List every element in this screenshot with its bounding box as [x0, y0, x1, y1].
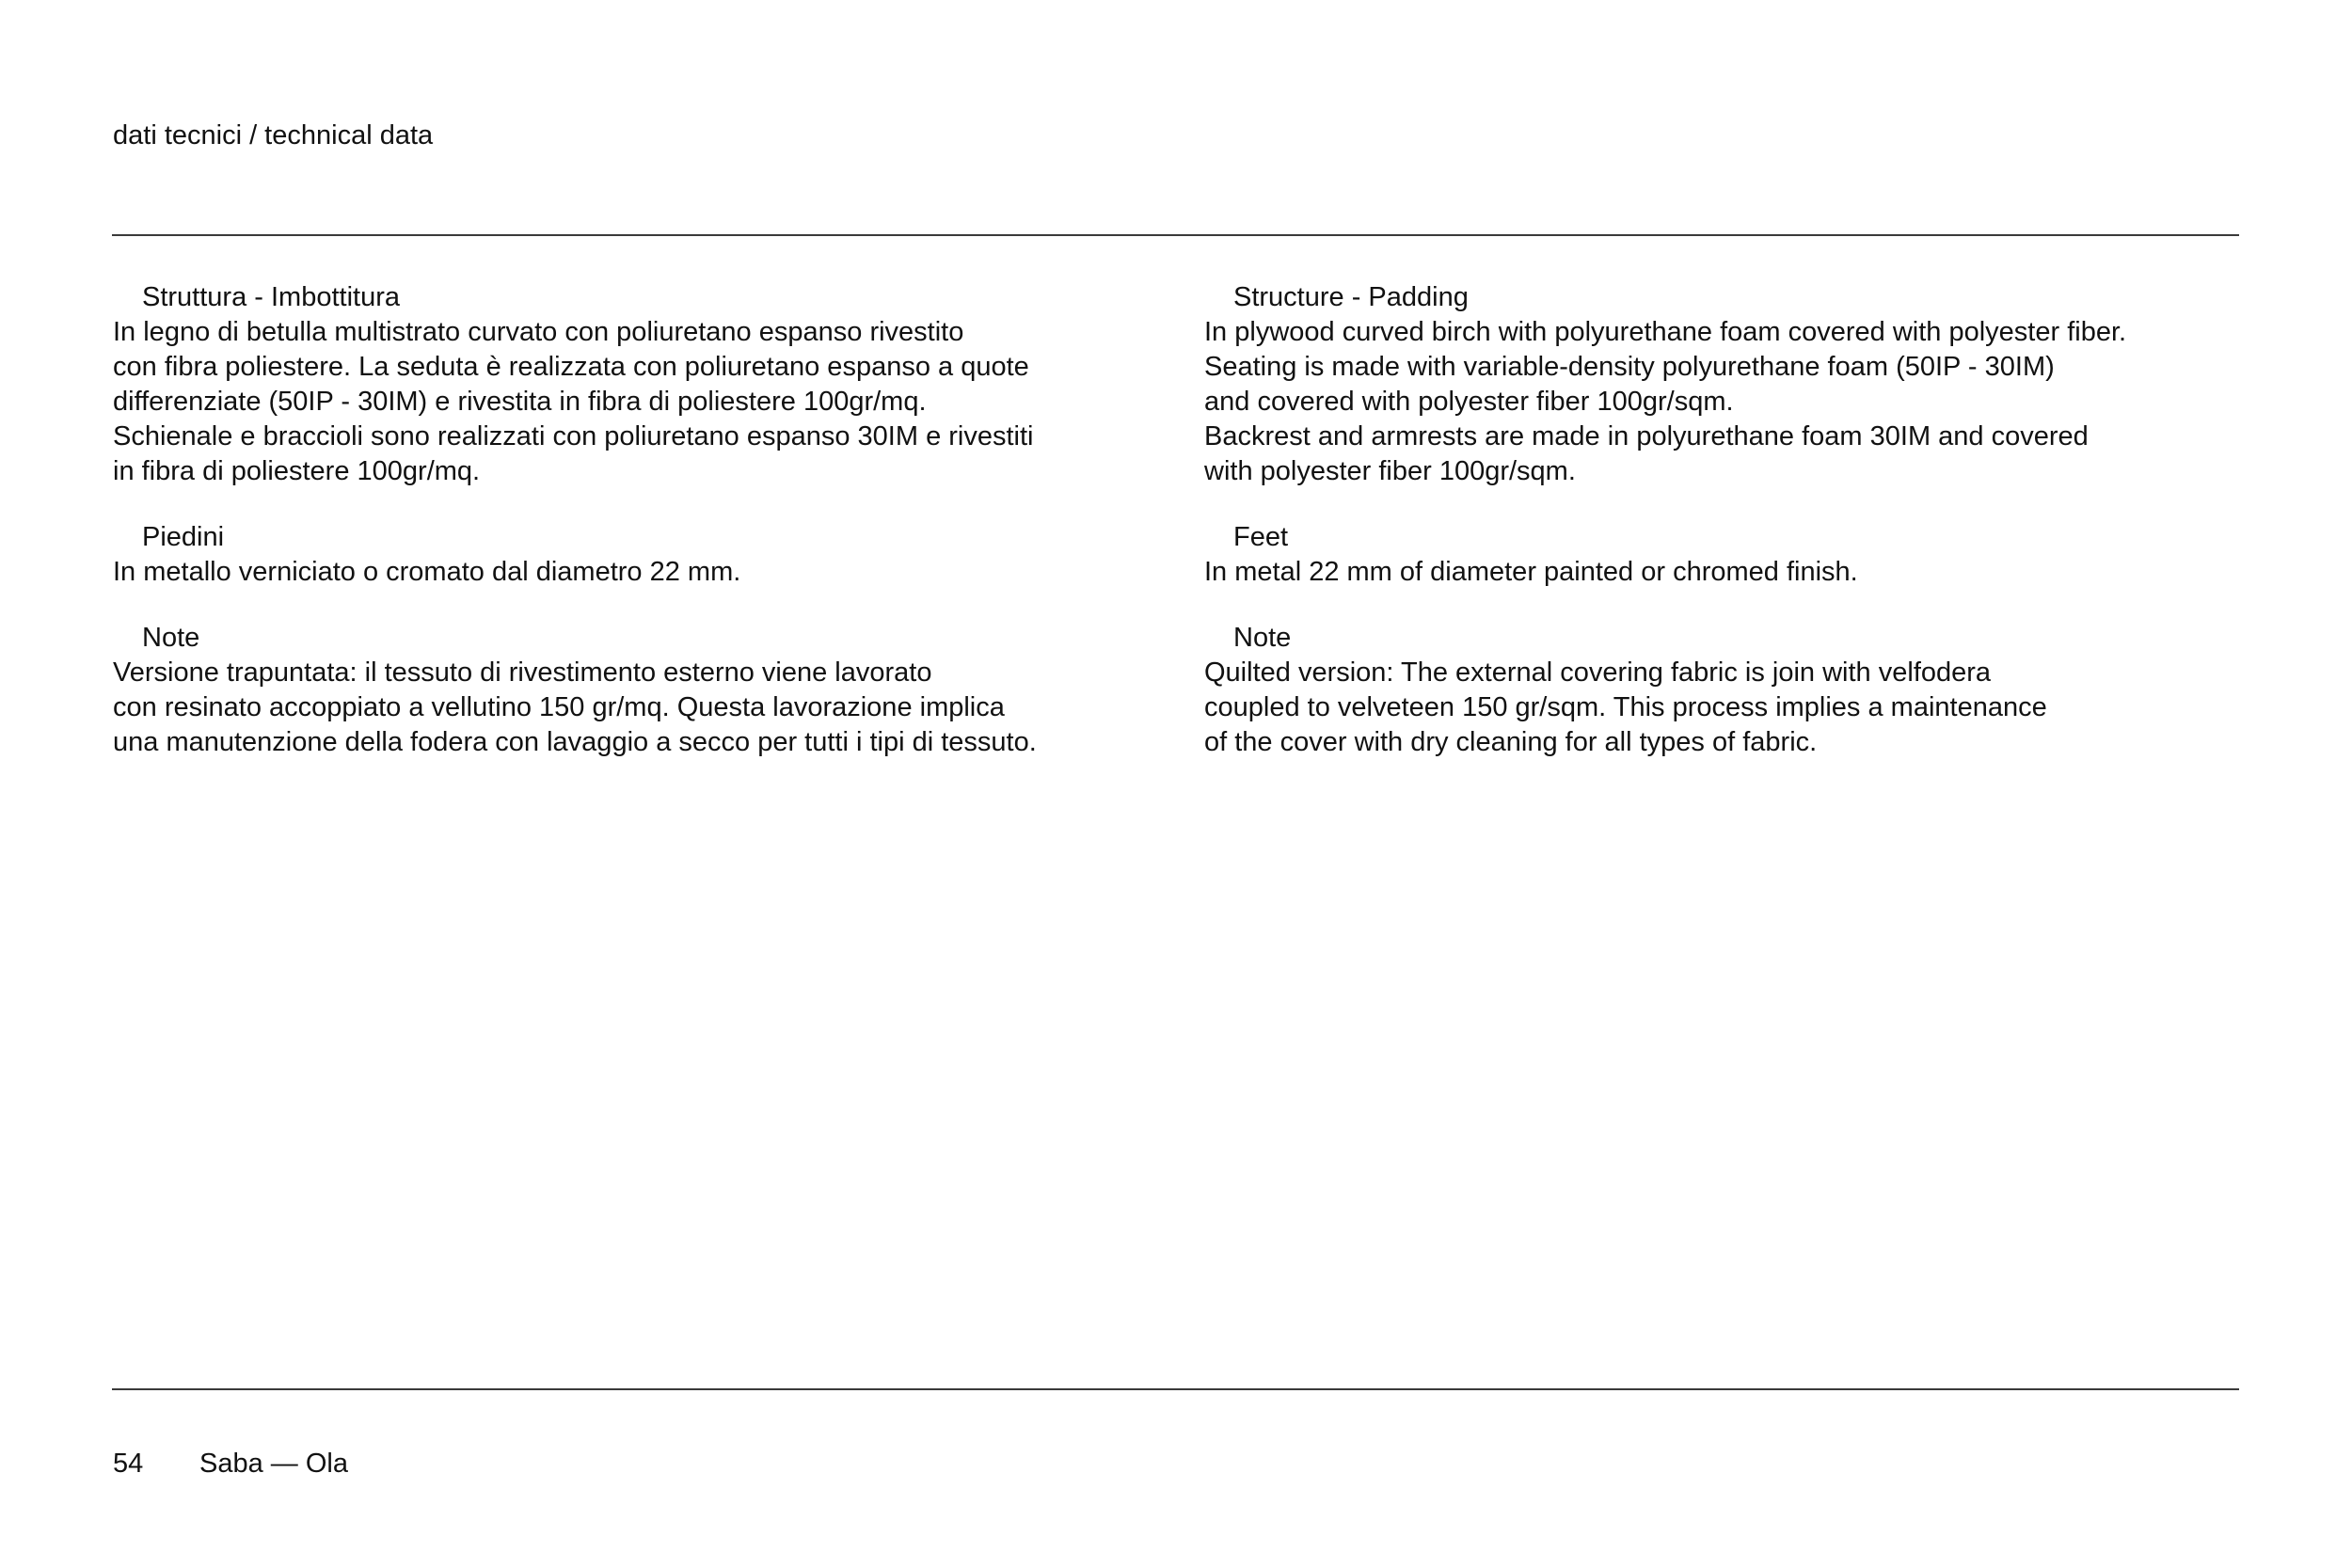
section-heading: Piedini: [142, 522, 225, 552]
body-line: Backrest and armrests are made in polyurethane foam 30IM and covered: [1204, 421, 2089, 451]
section-feet: [1204, 520, 2126, 590]
body-line: con resinato accoppiato a vellutino 150 gr/mq. Questa lavorazione implica: [113, 692, 1005, 722]
section-heading: Struttura - Imbottitura: [142, 282, 400, 312]
body-line: Schienale e braccioli sono realizzati con poliuretano espanso 30IM e rivestiti: [113, 421, 1034, 451]
section-heading: Feet: [1233, 522, 1289, 552]
body-line: Seating is made with variable-density polyurethane foam (50IP - 30IM): [1204, 352, 2055, 382]
section-note-it: [113, 621, 1037, 760]
page-title: dati tecnici / technical data: [113, 120, 434, 150]
page-footer: [113, 1447, 348, 1481]
section-structure-padding: [1204, 280, 2126, 489]
body-line: Versione trapuntata: il tessuto di rivestimento esterno viene lavorato: [113, 657, 932, 688]
page-number: 54: [113, 1449, 144, 1479]
body-line: in fibra di poliestere 100gr/mq.: [113, 456, 481, 486]
body-line: In plywood curved birch with polyurethane foam covered with polyester fiber.: [1204, 317, 2127, 347]
section-heading: Note: [142, 623, 200, 653]
body-line: con fibra poliestere. La seduta è realizzata con poliuretano espanso a quote: [113, 352, 1029, 382]
column-english: [1204, 280, 2126, 791]
section-heading: Structure - Padding: [1233, 282, 1469, 312]
column-italian: [113, 280, 1037, 791]
body-line: In legno di betulla multistrato curvato con poliuretano espanso rivestito: [113, 317, 964, 347]
body-line: coupled to velveteen 150 gr/sqm. This process implies a maintenance: [1204, 692, 2047, 722]
section-piedini: [113, 520, 1037, 590]
section-struttura-imbottitura: [113, 280, 1037, 489]
body-line: with polyester fiber 100gr/sqm.: [1204, 456, 1576, 486]
bottom-divider: [112, 1388, 2239, 1390]
body-line: In metallo verniciato o cromato dal diametro 22 mm.: [113, 557, 741, 587]
body-line: of the cover with dry cleaning for all types of fabric.: [1204, 727, 1818, 757]
top-divider: [112, 234, 2239, 236]
body-line: In metal 22 mm of diameter painted or chromed finish.: [1204, 557, 1858, 587]
footer-product-name: Saba — Ola: [199, 1449, 348, 1479]
section-heading: Note: [1233, 623, 1292, 653]
body-line: una manutenzione della fodera con lavaggio a secco per tutti i tipi di tessuto.: [113, 727, 1037, 757]
body-line: and covered with polyester fiber 100gr/sqm.: [1204, 387, 1734, 417]
body-line: Quilted version: The external covering fabric is join with velfodera: [1204, 657, 1992, 688]
body-line: differenziate (50IP - 30IM) e rivestita in fibra di poliestere 100gr/mq.: [113, 387, 927, 417]
section-note-en: [1204, 621, 2126, 760]
